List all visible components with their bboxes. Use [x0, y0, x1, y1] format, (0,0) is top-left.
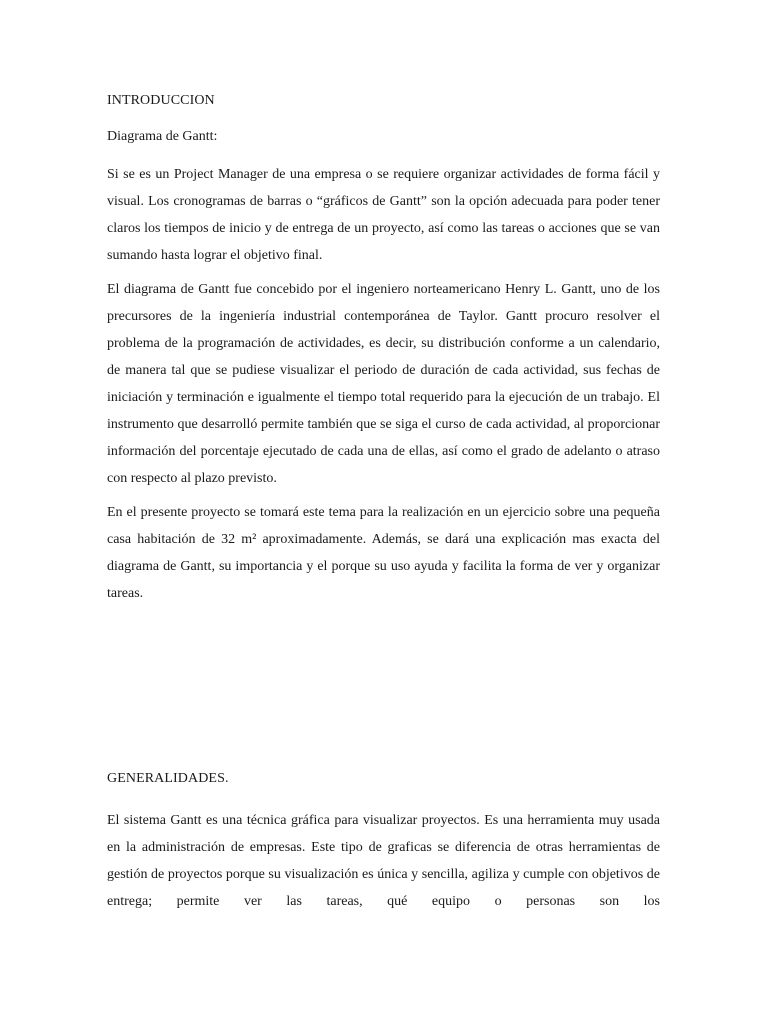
paragraph: El sistema Gantt es una técnica gráfica para visualizar proyectos. Es una herramienta muy usada en la administración de empresas. Este tipo de graficas se diferencia de otras herramientas de gestión de proyectos porque su visualización es única y sencilla, agiliza y cumple con objetivos de entrega; permite ver las tareas, qué equipo o personas son los [107, 813, 660, 909]
section-heading-introduccion: INTRODUCCION [107, 93, 215, 108]
section-heading-generalidades: GENERALIDADES. [107, 771, 229, 786]
paragraph: Si se es un Project Manager de una empresa o se requiere organizar actividades de forma fácil y visual. Los cronogramas de barras o “gráficos de Gantt” son la opción adecuada para poder tener claros los tiempos de inicio y de entrega de un proyecto, así como las tareas o acciones que se van sumando hasta lograr el objetivo final. [107, 167, 660, 263]
generalidades-section [107, 768, 660, 922]
paragraph: El diagrama de Gantt fue concebido por el ingeniero norteamericano Henry L. Gantt, uno de los precursores de la ingeniería industrial contemporánea de Taylor. Gantt procuro resolver el problema de la programación de actividades, es decir, su distribución conforme a un calendario, de manera tal que se pudiese visualizar el periodo de duración de cada actividad, sus fechas de iniciación y terminación e igualmente el tiempo total requerido para la ejecución de un trabajo. El instrumento que desarrolló permite también que se siga el curso de cada actividad, al proporcionar información del porcentaje ejecutado de cada una de ellas, así como el grado de adelanto o atraso con respecto al plazo previsto. [107, 282, 660, 486]
section-subheading-gantt: Diagrama de Gantt: [107, 129, 218, 144]
document-page [107, 90, 660, 614]
paragraph: En el presente proyecto se tomará este tema para la realización en un ejercicio sobre una pequeña casa habitación de 32 m² aproximadamente. Además, se dará una explicación mas exacta del diagrama de Gantt, su importancia y el porque su uso ayuda y facilita la forma de ver y organizar tareas. [107, 505, 660, 601]
